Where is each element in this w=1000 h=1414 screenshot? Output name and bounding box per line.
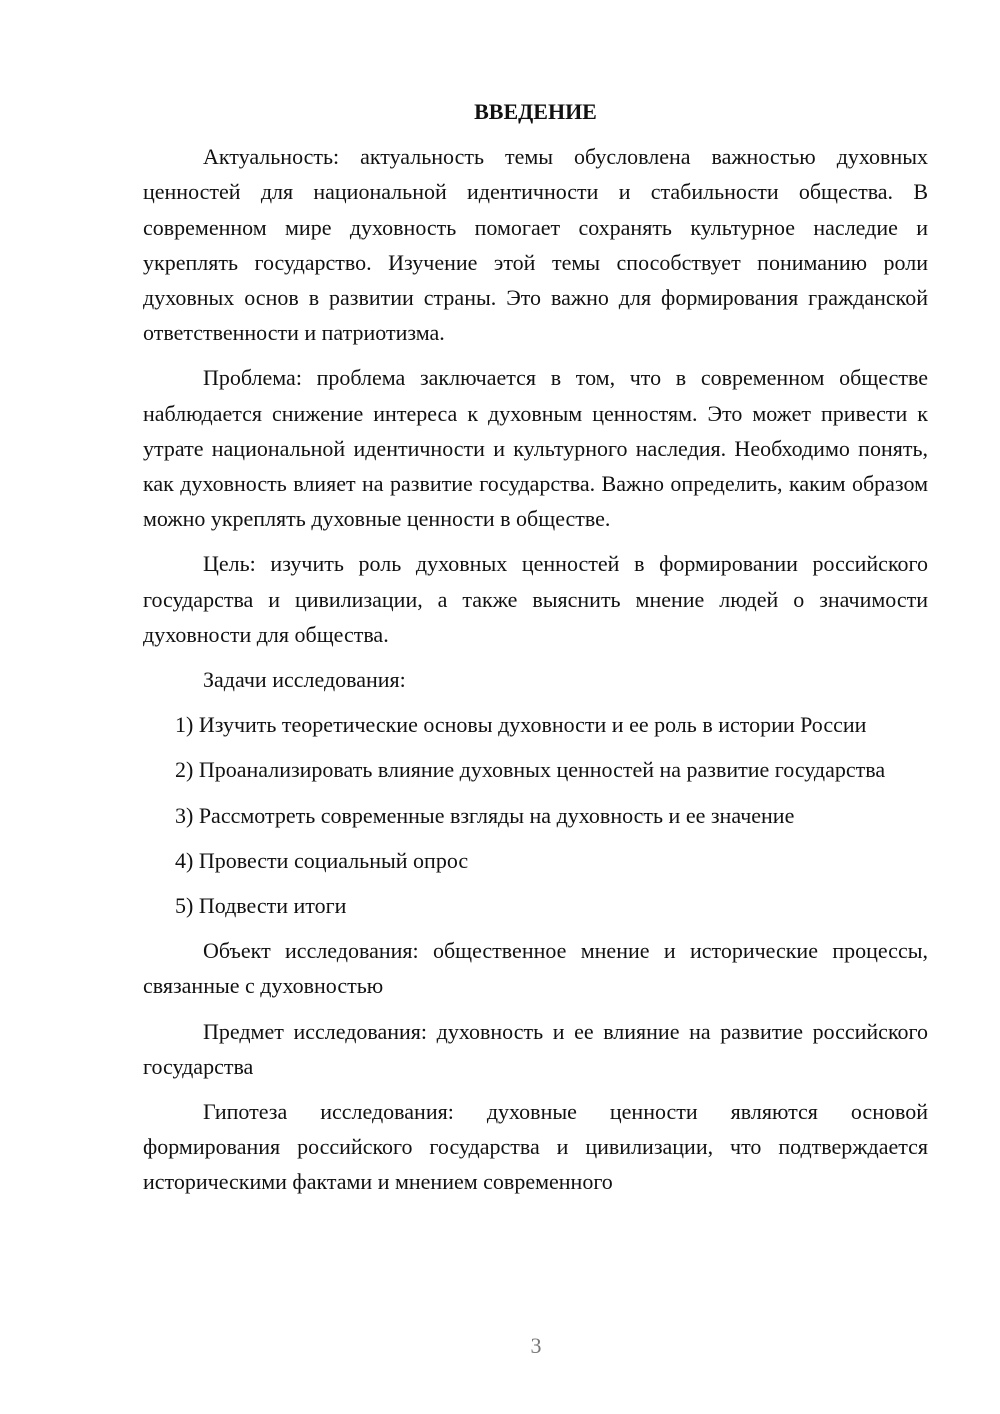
task-item-5: 5) Подвести итоги — [175, 893, 347, 919]
task-item-1: 1) Изучить теоретические основы духовности и ее роль в истории России — [175, 712, 867, 738]
task-item-3: 3) Рассмотреть современные взгляды на духовность и ее значение — [175, 802, 795, 828]
object-paragraph: Объект исследования: общественное мнение и исторические процессы, связанные с духовностью — [143, 938, 928, 999]
tasks-heading: Задачи исследования: — [203, 667, 406, 693]
problem-paragraph: Проблема: проблема заключается в том, что в современном обществе наблюдается снижение интереса к духовным ценностям. Это может привести к утрате национальной идентичности и культурного наследия. Необходимо понять, как духовность влияет на развитие государства. Важно определить, каким образом можно укреплять духовные ценности в обществе. — [143, 365, 928, 532]
task-item-2: 2) Проанализировать влияние духовных ценностей на развитие государства — [175, 757, 886, 783]
page-body — [143, 94, 928, 1210]
section-title: ВВЕДЕНИЕ — [474, 99, 597, 124]
page-number: 3 — [530, 1333, 542, 1358]
task-item-4: 4) Провести социальный опрос — [175, 847, 469, 873]
hypothesis-paragraph: Гипотеза исследования: духовные ценности являются основой формирования российского государства и цивилизации, что подтверждается историческими фактами и мнением современного — [143, 1099, 928, 1195]
subject-paragraph: Предмет исследования: духовность и ее влияние на развитие российского государства — [143, 1018, 928, 1079]
relevance-paragraph: Актуальность: актуальность темы обусловлена важностью духовных ценностей для национальной идентичности и стабильности общества. В современном мире духовность помогает сохранять культурное наследие и укреплять государство. Изучение этой темы способствует пониманию роли духовных основ в развитии страны. Это важно для формирования гражданской ответственности и патриотизма. — [143, 144, 928, 346]
goal-paragraph: Цель: изучить роль духовных ценностей в формировании российского государства и цивилизации, а также выяснить мнение людей о значимости духовности для общества. — [143, 551, 928, 647]
